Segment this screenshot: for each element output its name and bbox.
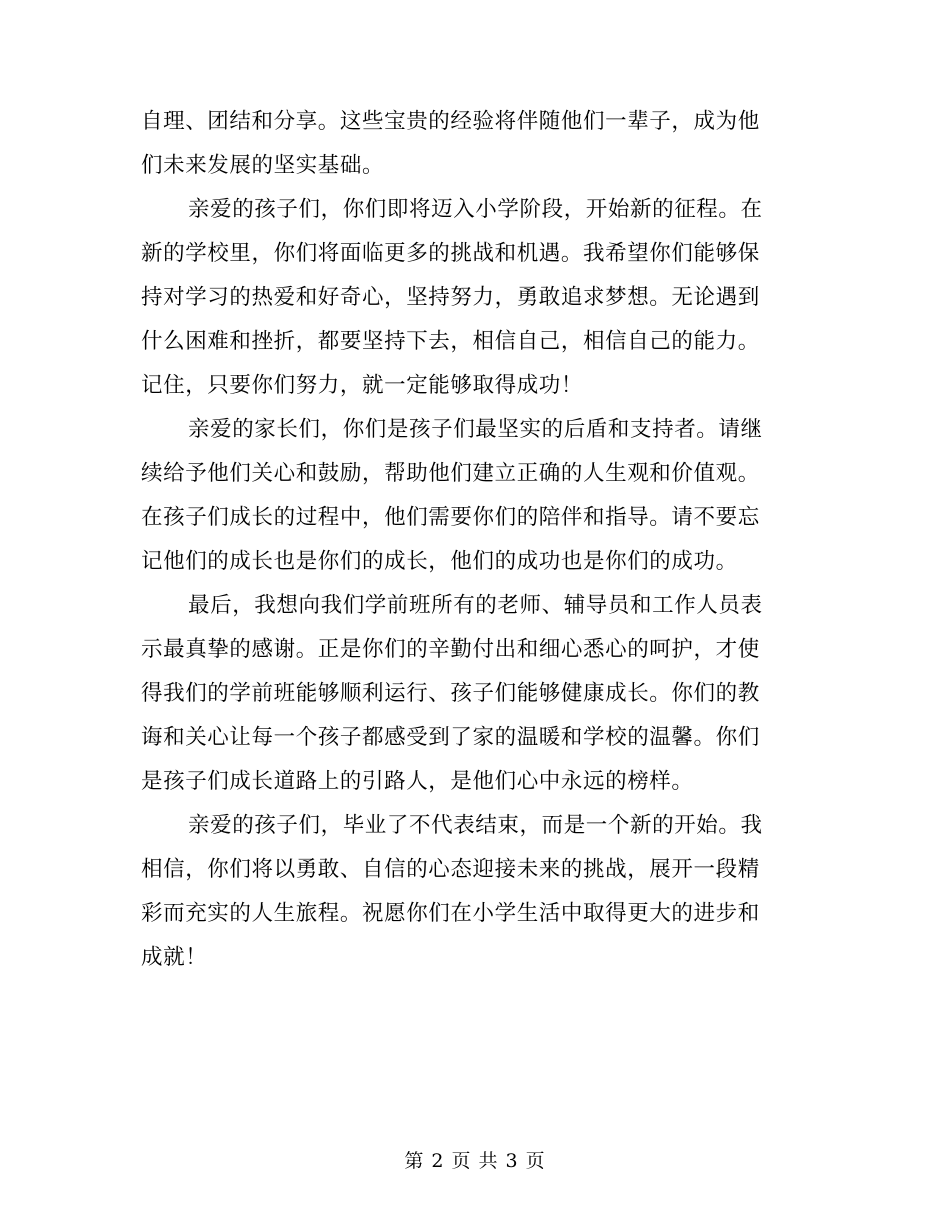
text-line: 诲和关心让每一个孩子都感受到了家的温暖和学校的温馨。你们 <box>141 725 760 750</box>
text-line: 持对学习的热爱和好奇心，坚持努力，勇敢追求梦想。无论遇到 <box>141 285 760 310</box>
paragraph-start-line: 亲爱的孩子们，你们即将迈入小学阶段，开始新的征程。在 <box>188 197 763 222</box>
text-line: 新的学校里，你们将面临更多的挑战和机遇。我希望你们能够保 <box>141 241 760 266</box>
document-body <box>141 100 801 980</box>
text-line: 得我们的学前班能够顺利运行、孩子们能够健康成长。你们的教 <box>141 681 760 706</box>
text-line: 相信，你们将以勇敢、自信的心态迎接未来的挑战，展开一段精 <box>141 857 760 882</box>
text-line: 续给予他们关心和鼓励，帮助他们建立正确的人生观和价值观。 <box>141 461 760 486</box>
text-line: 什么困难和挫折，都要坚持下去，相信自己，相信自己的能力。 <box>141 329 760 354</box>
text-line: 彩而充实的人生旅程。祝愿你们在小学生活中取得更大的进步和 <box>141 901 760 926</box>
text-line: 记住，只要你们努力，就一定能够取得成功！ <box>141 373 584 398</box>
text-line: 成就！ <box>141 945 208 970</box>
text-line: 示最真挚的感谢。正是你们的辛勤付出和细心悉心的呵护，才使 <box>141 637 760 662</box>
text-line: 自理、团结和分享。这些宝贵的经验将伴随他们一辈子，成为他 <box>141 109 760 134</box>
paragraph-start-line: 亲爱的家长们，你们是孩子们最坚实的后盾和支持者。请继 <box>188 417 763 442</box>
paragraph-start-line: 亲爱的孩子们，毕业了不代表结束，而是一个新的开始。我 <box>188 813 763 838</box>
text-line: 们未来发展的坚实基础。 <box>141 153 385 178</box>
paragraph-start-line: 最后，我想向我们学前班所有的老师、辅导员和工作人员表 <box>188 593 763 618</box>
text-line: 记他们的成长也是你们的成长，他们的成功也是你们的成功。 <box>141 549 738 574</box>
text-line: 是孩子们成长道路上的引路人，是他们心中永远的榜样。 <box>141 769 694 794</box>
text-line: 在孩子们成长的过程中，他们需要你们的陪伴和指导。请不要忘 <box>141 505 760 530</box>
page-number-footer: 第 2 页 共 3 页 <box>404 1150 546 1172</box>
